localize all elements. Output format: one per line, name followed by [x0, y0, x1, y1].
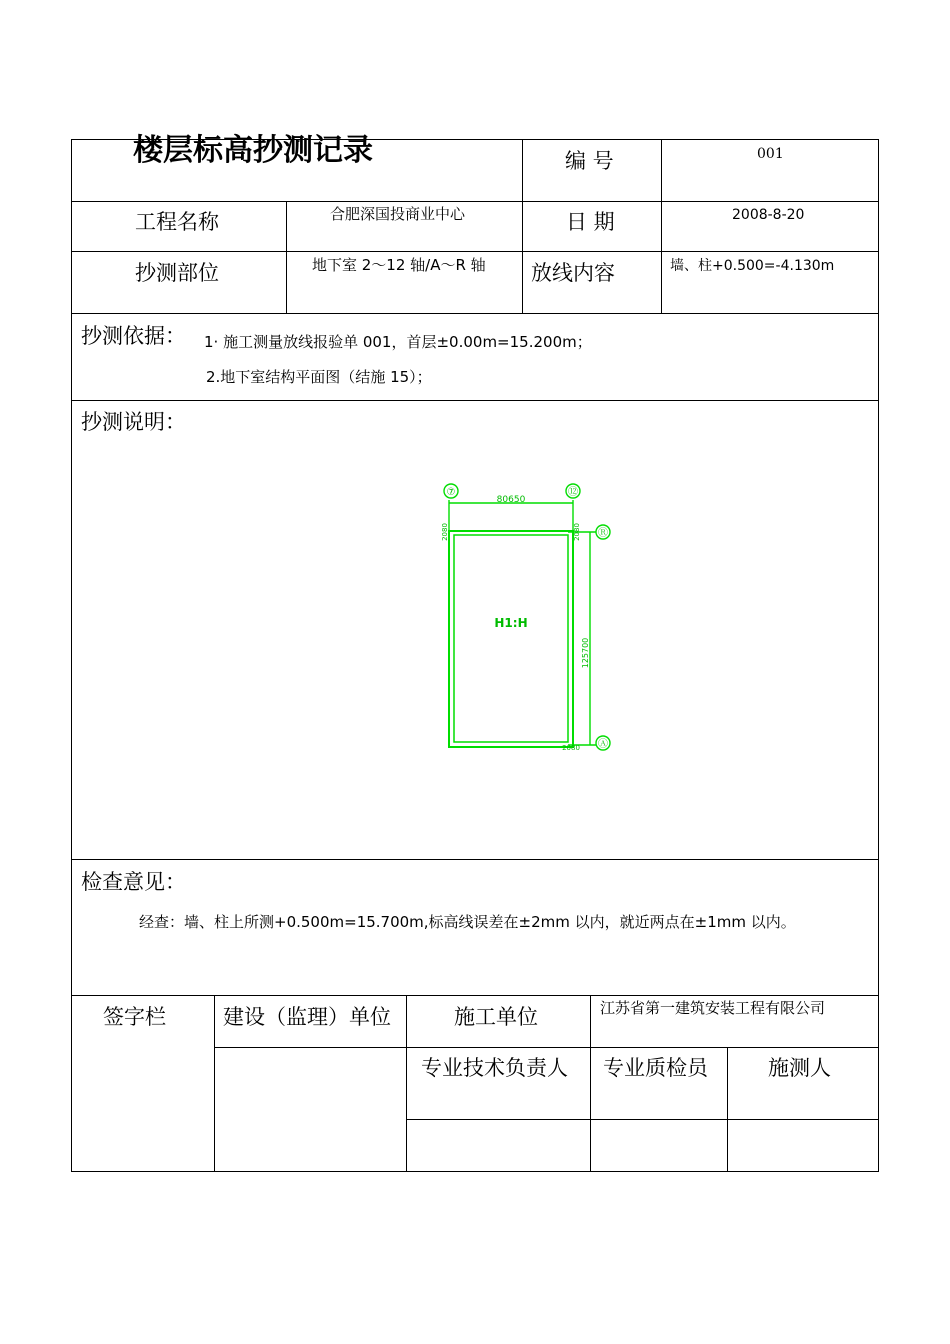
axis-label-R: Ⓡ [598, 528, 608, 539]
supervisor-label: 建设（监理）单位 [223, 1005, 391, 1029]
dim-width-text: 80650 [496, 495, 526, 505]
axis-label-7: ⑦ [446, 487, 456, 498]
dim-offset-bottom-text: 2080 [562, 744, 580, 752]
basis-label: 抄测依据： [81, 324, 186, 348]
number-label: 编 号 [565, 149, 614, 173]
drawing-center-label: H1:H [494, 616, 528, 630]
row-divider [71, 400, 879, 401]
outline-outer [449, 531, 573, 747]
inspection-label: 检查意见： [81, 870, 186, 894]
col-divider [286, 201, 287, 314]
dim-offset-left-text: 2080 [441, 523, 449, 541]
axis-label-12: ⑫ [568, 487, 578, 498]
explanation-label: 抄测说明： [81, 410, 186, 434]
date-label: 日 期 [566, 210, 615, 234]
col-divider [214, 995, 215, 1172]
axis-label-A: Ⓐ [598, 739, 608, 750]
signature-label: 签字栏 [103, 1005, 166, 1029]
surveyor-label: 施测人 [768, 1056, 831, 1080]
basis-item-1: 1· 施工测量放线报验单 001，首层±0.00m=15.200m； [204, 333, 592, 351]
row-divider [71, 859, 879, 860]
part-label: 抄测部位 [135, 261, 219, 285]
contractor-label: 施工单位 [454, 1005, 538, 1029]
basis-item-2: 2.地下室结构平面图（结施 15）； [206, 368, 432, 386]
col-divider [727, 1047, 728, 1172]
row-divider [406, 1119, 879, 1120]
col-divider [590, 995, 591, 1172]
outline-inner [454, 535, 568, 742]
col-divider [522, 139, 523, 314]
part-value: 地下室 2～12 轴/A～R 轴 [312, 256, 486, 274]
contractor-name: 江苏省第一建筑安装工程有限公司 [600, 999, 826, 1017]
number-value: 001 [757, 146, 784, 162]
table-border-left [71, 139, 72, 1172]
col-divider [406, 995, 407, 1172]
content-value: 墙、柱+0.500=-4.130m [670, 258, 835, 274]
project-value: 合肥深国投商业中心 [330, 205, 466, 223]
qc-label: 专业质检员 [603, 1056, 708, 1080]
content-label: 放线内容 [531, 261, 615, 285]
col-divider [661, 139, 662, 314]
row-divider [71, 251, 879, 252]
page-title: 楼层标高抄测记录 [133, 133, 373, 168]
tech-lead-label: 专业技术负责人 [421, 1056, 568, 1080]
table-border-right [878, 139, 879, 1172]
inspection-text: 经查：墙、柱上所测+0.500m=15.700m,标高线误差在±2mm 以内，就近两点在±1mm 以内。 [139, 913, 796, 931]
row-divider [71, 995, 879, 996]
row-divider [71, 313, 879, 314]
date-value: 2008-8-20 [732, 207, 805, 223]
survey-drawing [430, 478, 620, 763]
row-divider [214, 1047, 879, 1048]
project-label: 工程名称 [135, 210, 219, 234]
dim-offset-right-text: 2080 [573, 523, 581, 541]
table-border-bottom [71, 1171, 879, 1172]
dim-height-text: 125700 [581, 637, 590, 669]
row-divider [71, 201, 879, 202]
